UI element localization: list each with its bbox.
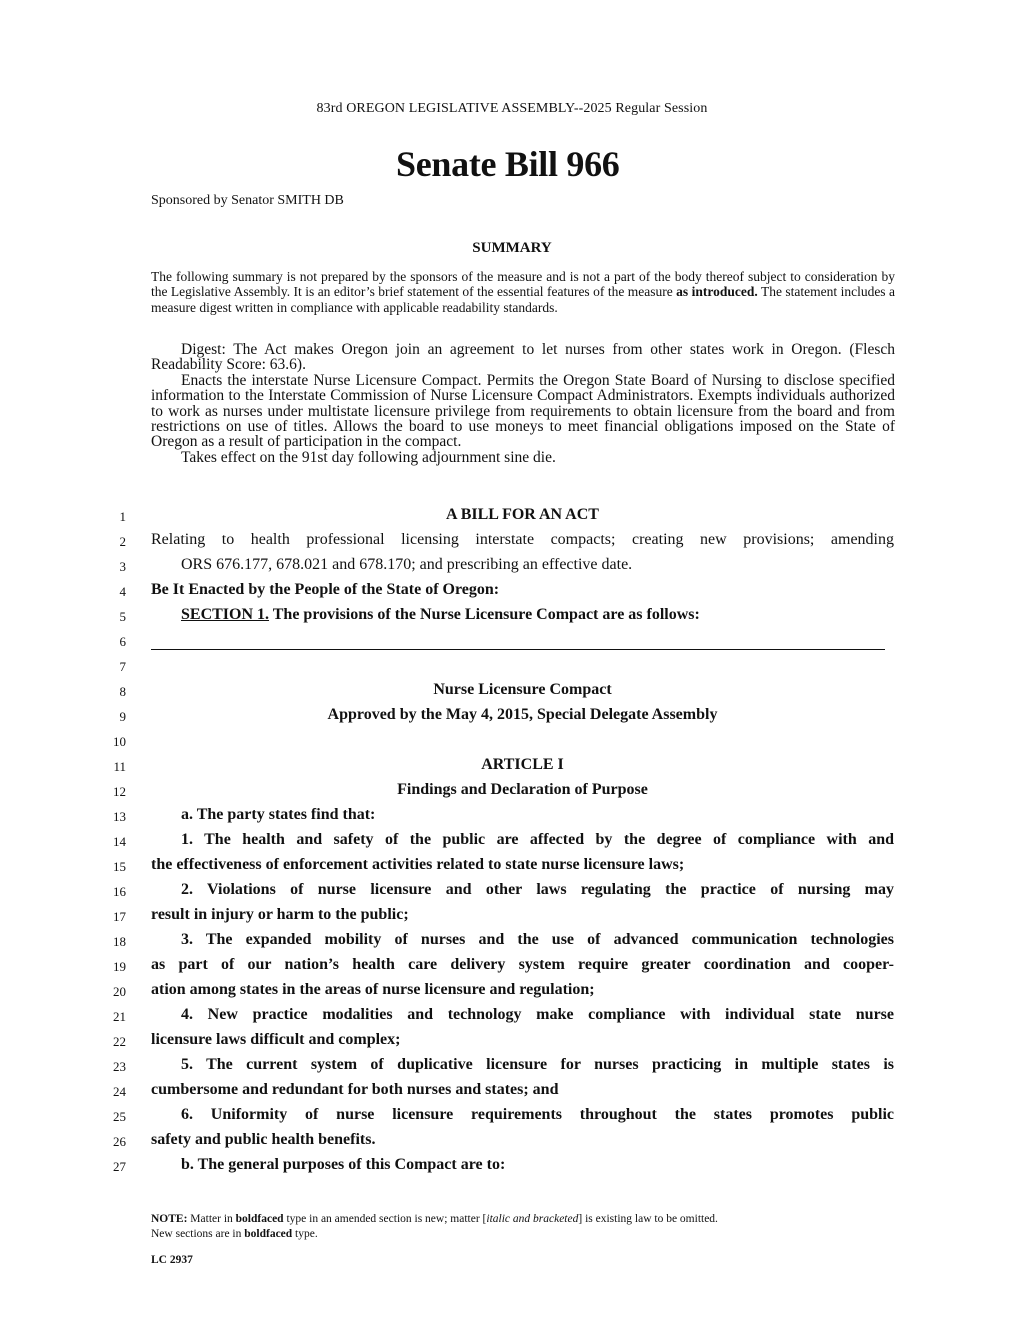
line-number: 11 bbox=[113, 759, 126, 774]
line-number: 24 bbox=[113, 1084, 126, 1099]
summary-preamble bbox=[151, 269, 895, 315]
summary-text-a: The following summary is not prepared by the sponsors of the measure and is not a part of the body thereof subject to consideration by the Legislative Assembly. It is an editor’s brief statement of the essential features of the measure bbox=[151, 269, 895, 300]
line-number: 22 bbox=[113, 1034, 126, 1049]
line-number: 5 bbox=[119, 609, 126, 624]
finding-4-line-2: licensure laws difficult and complex; bbox=[151, 1031, 401, 1048]
digest-block bbox=[151, 342, 895, 465]
digest-paragraph: Digest: The Act makes Oregon join an agreement to let nurses from other states work in Oregon. (Flesch Readability Score: 63.6). bbox=[151, 341, 895, 374]
note-text: Matter in bbox=[187, 1213, 236, 1225]
line-number: 27 bbox=[113, 1159, 126, 1174]
finding-3-line-3: ation among states in the areas of nurse licensure and regulation; bbox=[151, 981, 595, 998]
line-number: 20 bbox=[113, 984, 126, 999]
purposes-intro: b. The general purposes of this Compact are to: bbox=[181, 1156, 506, 1173]
summary-heading: SUMMARY bbox=[472, 240, 552, 256]
finding-3-line-2: as part of our nation’s health care delivery system require greater coordination and cooper- bbox=[151, 956, 894, 973]
line-number: 1 bbox=[119, 509, 126, 524]
footer-note bbox=[151, 1212, 891, 1242]
note-text: ] is existing law to be omitted. bbox=[578, 1213, 718, 1225]
line-number: 23 bbox=[113, 1059, 126, 1074]
findings-intro: a. The party states find that: bbox=[181, 806, 376, 823]
line-number: 15 bbox=[113, 859, 126, 874]
line-number: 9 bbox=[119, 709, 126, 724]
lc-number: LC 2937 bbox=[151, 1254, 193, 1266]
line-number: 21 bbox=[113, 1009, 126, 1024]
session-header: 83rd OREGON LEGISLATIVE ASSEMBLY--2025 Regular Session bbox=[316, 101, 708, 116]
line-number: 8 bbox=[119, 684, 126, 699]
line-number: 25 bbox=[113, 1109, 126, 1124]
relating-clause-line-2: ORS 676.177, 678.021 and 678.170; and prescribing an effective date. bbox=[181, 556, 633, 573]
finding-6-line-2: safety and public health benefits. bbox=[151, 1131, 376, 1148]
finding-3-line-1: 3. The expanded mobility of nurses and the use of advanced communication technologies bbox=[181, 931, 894, 948]
line-number: 6 bbox=[119, 634, 126, 649]
line-number: 16 bbox=[113, 884, 126, 899]
section-1-line bbox=[151, 606, 894, 624]
finding-5-line-1: 5. The current system of duplicative licensure for nurses practicing in multiple states is bbox=[181, 1056, 894, 1073]
finding-6-line-1: 6. Uniformity of nurse licensure requirements throughout the states promotes public bbox=[181, 1106, 894, 1123]
compact-title: Nurse Licensure Compact bbox=[433, 681, 612, 698]
note-label: NOTE: bbox=[151, 1213, 188, 1225]
line-number: 26 bbox=[113, 1134, 126, 1149]
line-number: 18 bbox=[113, 934, 126, 949]
finding-2-line-1: 2. Violations of nurse licensure and other laws regulating the practice of nursing may bbox=[181, 881, 894, 898]
finding-1-line-1: 1. The health and safety of the public are affected by the degree of compliance with and bbox=[181, 831, 894, 848]
act-heading: A BILL FOR AN ACT bbox=[446, 506, 599, 523]
note-italic: italic and bracketed bbox=[486, 1213, 579, 1225]
finding-2-line-2: result in injury or harm to the public; bbox=[151, 906, 409, 923]
bill-title: Senate Bill 966 bbox=[396, 144, 620, 184]
finding-5-line-2: cumbersome and redundant for both nurses and states; and bbox=[151, 1081, 559, 1098]
line-number: 19 bbox=[113, 959, 126, 974]
line-number: 4 bbox=[119, 584, 126, 599]
relating-clause-line-1: Relating to health professional licensing interstate compacts; creating new provisions; amending bbox=[151, 531, 894, 548]
note-text: type in an amended section is new; matter [ bbox=[283, 1213, 487, 1225]
line-number: 14 bbox=[113, 834, 126, 849]
note-text: type. bbox=[292, 1228, 318, 1240]
enacts-paragraph: Enacts the interstate Nurse Licensure Compact. Permits the Oregon State Board of Nursing to disclose specified information to the Interstate Commission of Nurse Licensure Compact Administrators. Exempts individuals authorized to work as nurses under multistate licensure privilege from requirements to obtain licensure from the board and from restrictions on use of titles. Allows the board to use moneys to meet financial obligations imposed on the State of Oregon as a result of participation in the compact. bbox=[151, 371, 895, 451]
enacting-clause: Be It Enacted by the People of the State of Oregon: bbox=[151, 581, 500, 598]
summary-text-bold: as introduced. bbox=[676, 284, 758, 300]
note-bold: boldfaced bbox=[244, 1228, 293, 1240]
effective-paragraph: Takes effect on the 91st day following adjournment sine die. bbox=[181, 448, 556, 466]
section-text: The provisions of the Nurse Licensure Compact are as follows: bbox=[269, 606, 700, 623]
line-number: 17 bbox=[113, 909, 126, 924]
approval-line: Approved by the May 4, 2015, Special Delegate Assembly bbox=[327, 706, 718, 723]
note-text: New sections are in bbox=[151, 1228, 245, 1240]
sponsor-line: Sponsored by Senator SMITH DB bbox=[151, 193, 344, 208]
section-label: SECTION 1. bbox=[181, 606, 270, 623]
line-number: 2 bbox=[119, 534, 126, 549]
finding-4-line-1: 4. New practice modalities and technology make compliance with individual state nurse bbox=[181, 1006, 894, 1023]
line-number: 7 bbox=[119, 659, 126, 674]
section-divider bbox=[151, 649, 885, 650]
article-heading: ARTICLE I bbox=[481, 756, 564, 773]
line-number: 3 bbox=[119, 559, 126, 574]
note-bold: boldfaced bbox=[235, 1213, 284, 1225]
article-title: Findings and Declaration of Purpose bbox=[397, 781, 648, 798]
line-number: 10 bbox=[113, 734, 126, 749]
line-number: 13 bbox=[113, 809, 126, 824]
summary-text-b: The statement includes a measure digest written in compliance with applicable readability standards. bbox=[151, 284, 895, 315]
line-number: 12 bbox=[113, 784, 126, 799]
finding-1-line-2: the effectiveness of enforcement activities related to state nurse licensure laws; bbox=[151, 856, 685, 873]
